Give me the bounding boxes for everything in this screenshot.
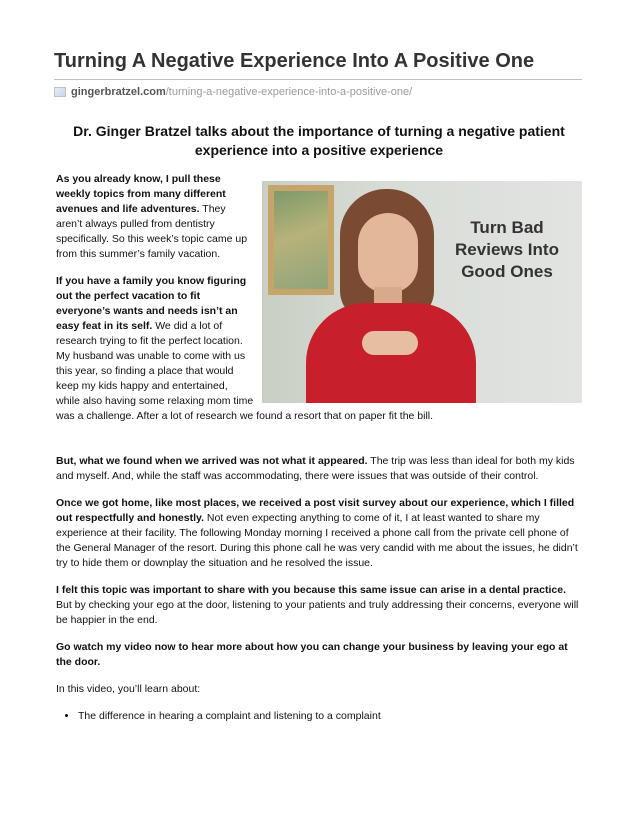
- paragraph-5-text: But by checking your ego at the door, listening to your patients and truly addressing their concerns, everyone will be happier in the end.: [56, 599, 579, 626]
- page-title: Turning A Negative Experience Into A Positive One: [54, 50, 535, 72]
- paragraph-6-lead: Go watch my video now to hear more about how you can change your business by leaving your ego at the door.: [56, 641, 568, 668]
- paragraph-7: [56, 682, 582, 697]
- paragraph-1-text: They aren’t always pulled from dentistry specifically. So this week’s topic came up from this summer’s family vacation.: [56, 203, 248, 260]
- source-domain[interactable]: gingerbratzel.com: [71, 86, 166, 98]
- paragraph-2-text: We did a lot of research trying to fit the perfect location. My husband was unable to come with us this year, so finding a place that would keep my kids happy and entertained, while also having some relaxing mom time was a challenge. After a lot of research we found a resort that on paper fit the bill.: [56, 320, 434, 422]
- source-link[interactable]: [54, 86, 412, 98]
- article-subtitle: Dr. Ginger Bratzel talks about the importance of turning a negative patient experience into a positive experience: [73, 123, 565, 158]
- paragraph-3-text: The trip was less than ideal for both my kids and myself. And, while the staff was accommodating, there were issues that was outside of their control.: [56, 455, 575, 482]
- video-thumbnail[interactable]: [262, 181, 582, 403]
- paragraph-3-lead: But, what we found when we arrived was not what it appeared.: [56, 455, 368, 467]
- article-body: [56, 172, 582, 724]
- painting: [274, 191, 328, 289]
- title-divider: [54, 79, 582, 80]
- paragraph-4-lead: Once we got home, like most places, we received a post visit survey about our experience, which I filled out respectfully and honestly.: [56, 497, 575, 524]
- paragraph-5: [56, 583, 582, 628]
- paragraph-4: [56, 496, 582, 571]
- paragraph-7-text: In this video, you’ll learn about:: [56, 683, 201, 695]
- paragraph-3: [56, 454, 582, 484]
- paragraph-1-lead: As you already know, I pull these weekly topics from many different avenues and life adventures.: [56, 173, 226, 215]
- site-favicon-icon: [54, 87, 66, 97]
- paragraph-6: [56, 640, 582, 670]
- source-path[interactable]: /turning-a-negative-experience-into-a-positive-one/: [165, 86, 413, 98]
- paragraph-5-lead: I felt this topic was important to share with you because this same issue can arise in a dental practice.: [56, 584, 566, 596]
- paragraph-2-lead: If you have a family you know figuring out the perfect vacation to fit everyone’s wants and needs isn’t an easy feat in its self.: [56, 275, 247, 332]
- presenter-face: [358, 213, 418, 293]
- presenter-hands: [362, 331, 418, 355]
- paragraph-4-text: Not even expecting anything to come of it, I at least wanted to share my experience at their facility. The following Monday morning I received a phone call from the private cell phone of the General Manager of the resort. During this phone call he was very candid with me about the issues, he didn’t try to hide them or downplay the situation and he resolved the issue.: [56, 512, 578, 569]
- thumbnail-caption: Turn Bad Reviews Into Good Ones: [455, 218, 559, 281]
- topic-list: [56, 709, 582, 724]
- list-item: • The difference in hearing a complaint and listening to a complaint: [78, 709, 582, 724]
